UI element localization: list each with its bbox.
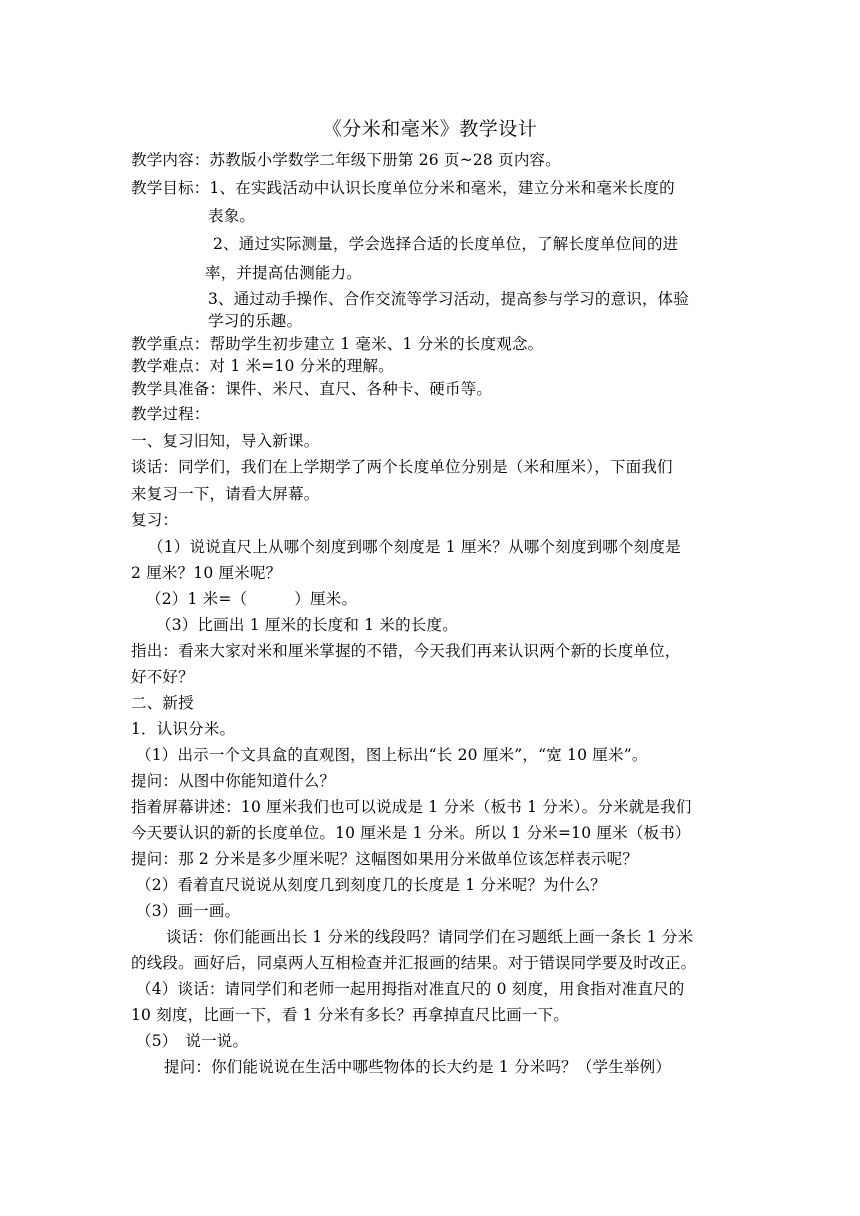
talk-line-2: 来复习一下，请看大屏幕。 [131, 485, 320, 503]
key-point-line: 教学重点：帮助学生初步建立 1 毫米、1 分米的长度观念。 [131, 335, 544, 353]
draw-talk-line-1: 谈话：你们能画出长 1 分米的线段吗？请同学们在习题纸上画一条长 1 分米 [166, 928, 694, 946]
document-title: 《分米和毫米》教学设计 [322, 118, 538, 140]
review-item-3: （3）比画出 1 厘米的长度和 1 米的长度。 [156, 616, 458, 634]
point-out-line-2: 好不好？ [131, 668, 194, 686]
teaching-content-line: 教学内容：苏教版小学数学二年级下册第 26 页~28 页内容。 [131, 151, 561, 169]
section-two-heading: 二、新授 [131, 694, 194, 712]
teaching-goal-line-2: 2、通过实际测量，学会选择合适的长度单位，了解长度单位间的进 [213, 235, 679, 253]
question-line-1: 提问：从图中你能知道什么？ [131, 772, 336, 790]
teaching-goal-line-3-cont: 学习的乐趣。 [208, 312, 303, 330]
draw-talk-line-2: 的线段。画好后，同桌两人互相检查并汇报画的结果。对于错误同学要及时改正。 [131, 954, 697, 972]
question-line-3: 提问：你们能说说在生活中哪些物体的长大约是 1 分米吗？（学生举例） [164, 1058, 672, 1076]
step-2-line: （2）看着直尺说说从刻度几到刻度几的长度是 1 分米呢？为什么？ [136, 876, 606, 894]
teaching-goal-line-1-cont: 表象。 [208, 207, 256, 225]
materials-line: 教学具准备：课件、米尺、直尺、各种卡、硬币等。 [131, 380, 493, 398]
teaching-goal-line-3: 3、通过动手操作、合作交流等学习活动，提高参与学习的意识，体验 [208, 290, 690, 308]
teaching-goal-line-2-cont: 率，并提高估测能力。 [205, 264, 363, 282]
step-1-line: （1）出示一个文具盒的直观图，图上标出“长 20 厘米”，“宽 10 厘米”。 [136, 746, 648, 764]
step-4-line: （4）谈话：请同学们和老师一起用拇指对准直尺的 0 刻度，用食指对准直尺的 [136, 980, 685, 998]
teaching-goal-line-1: 教学目标：1、在实践活动中认识长度单位分米和毫米，建立分米和毫米长度的 [131, 179, 675, 197]
review-item-1: （1）说说直尺上从哪个刻度到哪个刻度是 1 厘米？从哪个刻度到哪个刻度是 [148, 538, 681, 556]
subsection-decimeter: 1．认识分米。 [131, 720, 236, 738]
talk-line-1: 谈话：同学们，我们在上学期学了两个长度单位分别是（米和厘米），下面我们 [131, 458, 673, 476]
point-out-line-1: 指出：看来大家对米和厘米掌握的不错，今天我们再来认识两个新的长度单位， [131, 642, 681, 660]
question-line-2: 提问：那 2 分米是多少厘米呢？这幅图如果用分米做单位该怎样表示呢？ [131, 850, 639, 868]
step-4-line-cont: 10 刻度，比画一下，看 1 分米有多长？再拿掉直尺比画一下。 [131, 1006, 570, 1024]
step-3-line: （3）画一画。 [136, 902, 241, 920]
review-heading: 复习： [131, 511, 179, 529]
step-5-line: （5） 说一说。 [136, 1032, 249, 1050]
process-heading: 教学过程： [131, 405, 210, 423]
review-item-2: （2）1 米=（ ）厘米。 [146, 590, 358, 608]
section-one-heading: 一、复习旧知，导入新课。 [131, 432, 320, 450]
explain-line-1: 指着屏幕讲述：10 厘米我们也可以说成是 1 分米（板书 1 分米）。分米就是我们 [131, 798, 692, 816]
review-item-1-cont: 2 厘米？10 厘米呢？ [131, 564, 282, 582]
explain-line-2: 今天要认识的新的长度单位。10 厘米是 1 分米。所以 1 分米=10 厘米（板书） [131, 824, 691, 842]
difficulty-line: 教学难点：对 1 米=10 分米的理解。 [131, 357, 394, 375]
